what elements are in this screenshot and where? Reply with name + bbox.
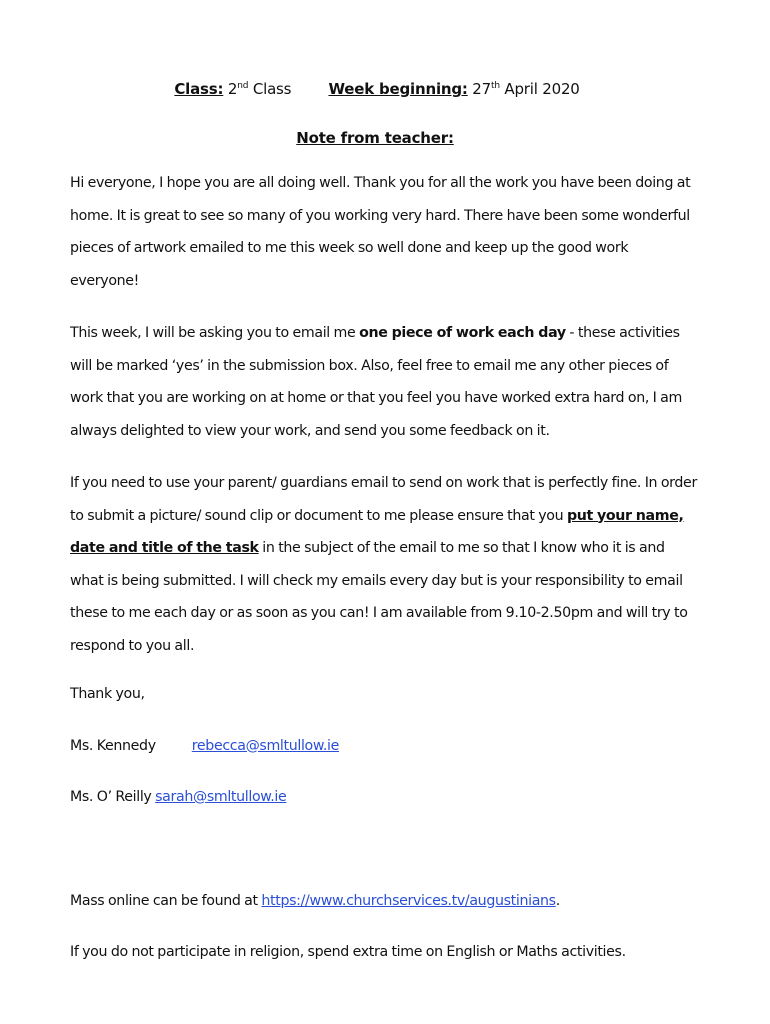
instructions-bold-text: one piece of work each day xyxy=(359,325,566,341)
week-number: 27 xyxy=(472,80,491,98)
note-title: Note from teacher: xyxy=(296,129,454,147)
signature-oreilly xyxy=(70,781,700,814)
mass-online-line xyxy=(70,885,700,918)
submission-text-end: in the subject of the email to me so that I know who it is and what is being submitted. I will check my emails every day but is your responsibility to email these to me each day or as soon as you can! I am available from 9.10-2.50pm and will try to respond to you all. xyxy=(70,540,688,654)
signature-kennedy xyxy=(70,730,700,763)
email-link-oreilly[interactable]: sarah@smltullow.ie xyxy=(155,789,287,805)
instructions-text-end: - these activities will be marked ‘yes’ in the submission box. Also, feel free to email me any other pieces of work that you are working on at home or that you feel you have worked extra hard on, I am always delighted to view your work, and send you some feedback on it. xyxy=(70,325,682,439)
instructions-text-start: This week, I will be asking you to email me xyxy=(70,325,360,341)
class-suffix: Class xyxy=(252,80,292,98)
week-suffix: April 2020 xyxy=(504,80,580,98)
mass-period: . xyxy=(555,892,560,909)
paragraph-instructions xyxy=(70,317,700,447)
teacher-name: Ms. O’ Reilly xyxy=(70,789,152,805)
class-superscript: nd xyxy=(237,81,249,91)
header-line xyxy=(54,78,700,100)
week-superscript: th xyxy=(490,81,500,91)
paragraph-greeting: Hi everyone, I hope you are all doing well. Thank you for all the work you have been doing at home. It is great to see so many of you working very hard. There have been some wonderful pieces of artwork emailed to me this week so well done and keep up the good work everyone! xyxy=(70,175,691,289)
week-label: Week beginning: xyxy=(328,80,468,98)
submission-underlined-text: put your name, date and title of the task xyxy=(70,507,684,556)
class-number: 2 xyxy=(227,80,238,98)
mass-online-link[interactable]: https://www.churchservices.tv/augustinians xyxy=(261,892,556,909)
class-label: Class: xyxy=(174,80,224,98)
religion-note: If you do not participate in religion, spend extra time on English or Maths activities. xyxy=(70,944,626,960)
submission-text-start: If you need to use your parent/ guardians email to send on work that is perfectly fine. In order to submit a picture/ sound clip or document to me please ensure that you xyxy=(70,475,697,524)
teacher-name: Ms. Kennedy xyxy=(70,737,156,754)
email-link-kennedy[interactable]: rebecca@smltullow.ie xyxy=(191,737,339,754)
mass-text: Mass online can be found at xyxy=(70,892,262,909)
paragraph-submission xyxy=(70,467,700,662)
thanks-line: Thank you, xyxy=(70,686,145,702)
